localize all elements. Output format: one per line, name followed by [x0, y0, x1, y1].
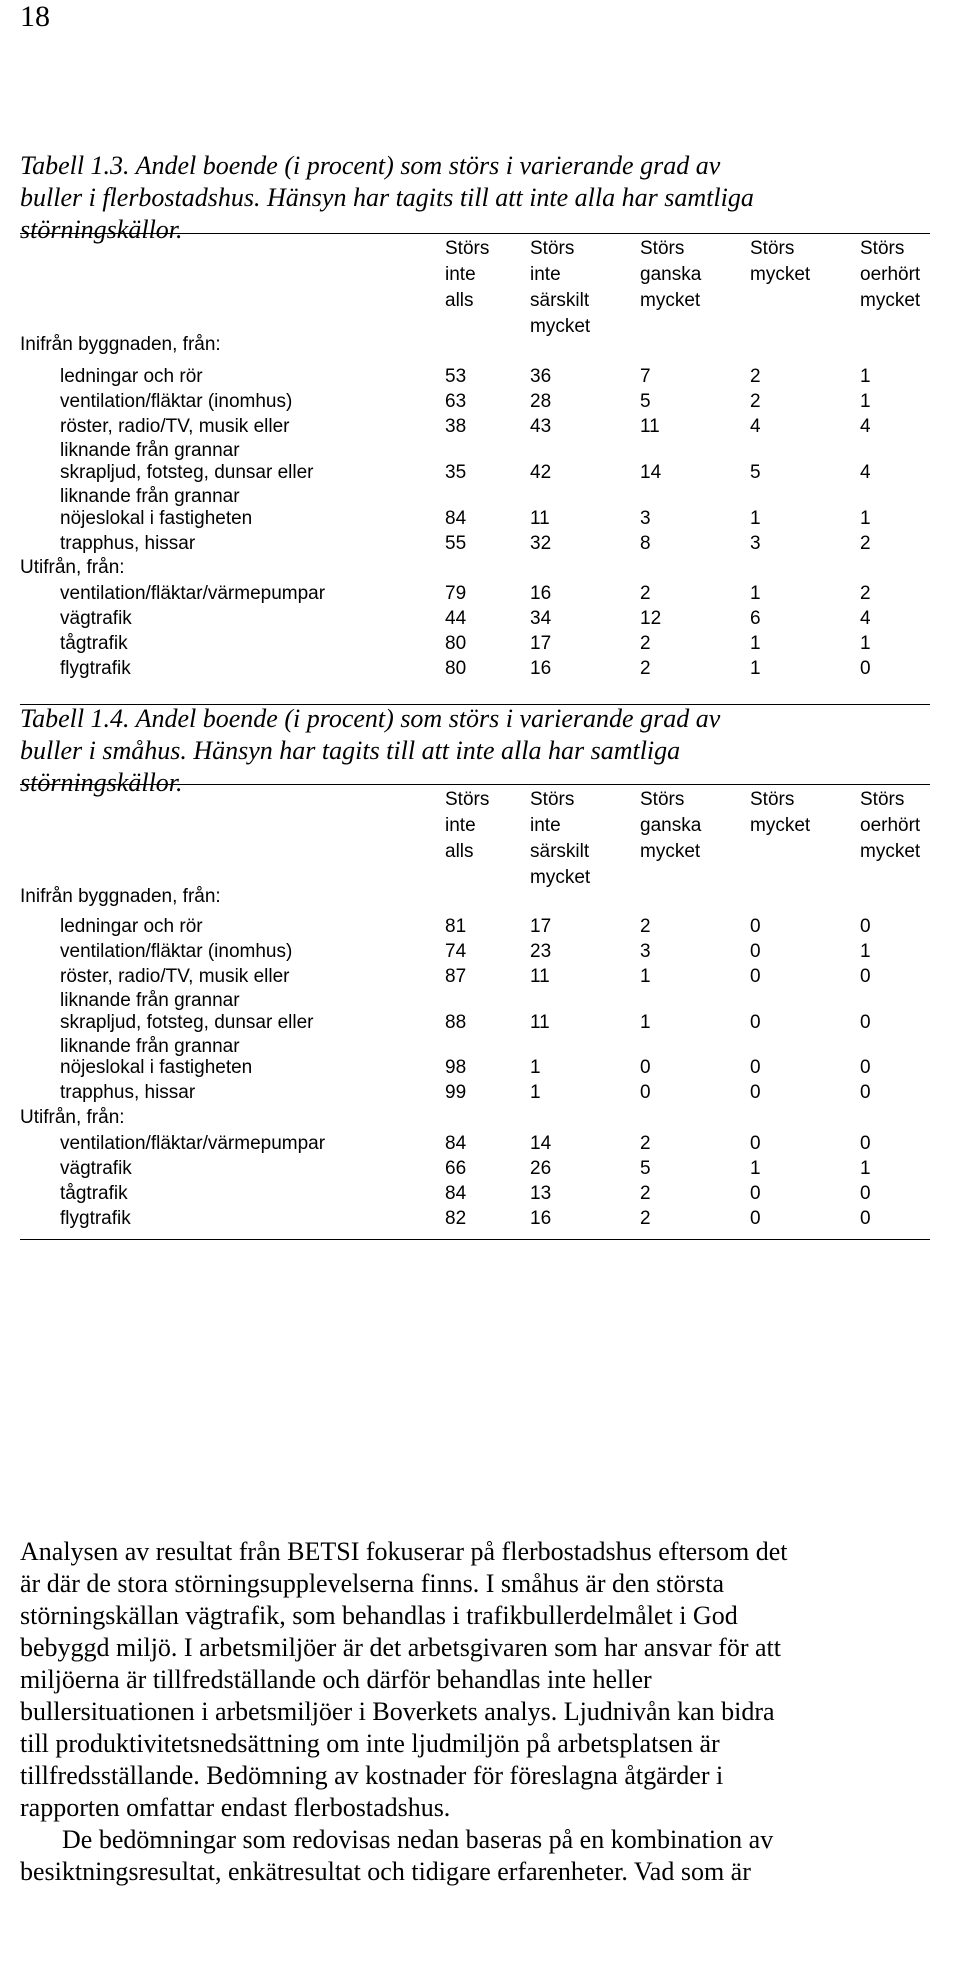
row-label: ledningar och rör: [60, 366, 203, 387]
column-header: Störs ganska mycket: [640, 238, 702, 311]
caption-line: buller i flerbostadshus. Hänsyn har tagits till att inte alla har samtliga: [20, 183, 754, 212]
value-cell: 2: [860, 533, 871, 554]
row-label: ventilation/fläktar/värmepumpar: [60, 583, 326, 604]
value-cell: 2: [640, 633, 651, 654]
row-label: röster, radio/TV, musik eller liknande från grannar: [60, 966, 290, 1011]
value-cell: 0: [860, 1208, 871, 1229]
value-cell: 1: [530, 1082, 541, 1103]
body-line: störningskällan vägtrafik, som behandlas i trafikbullerdelmålet i God: [20, 1601, 738, 1630]
value-cell: 0: [750, 941, 761, 962]
value-cell: 6: [750, 608, 761, 629]
value-cell: 0: [860, 1183, 871, 1204]
value-cell: 14: [640, 462, 662, 483]
value-cell: 4: [860, 608, 871, 629]
value-cell: 87: [445, 966, 467, 987]
value-cell: 14: [530, 1133, 552, 1154]
value-cell: 2: [640, 658, 651, 679]
row-label: trapphus, hissar: [60, 533, 196, 554]
column-header: Störs inte särskilt mycket: [530, 789, 591, 888]
column-header: Störs inte särskilt mycket: [530, 238, 591, 337]
row-label: trapphus, hissar: [60, 1082, 196, 1103]
body-line: bebyggd miljö. I arbetsmiljöer är det arbetsgivaren som har ansvar för att: [20, 1633, 781, 1662]
value-cell: 5: [640, 391, 651, 412]
value-cell: 8: [640, 533, 651, 554]
value-cell: 0: [750, 1133, 761, 1154]
value-cell: 0: [640, 1082, 651, 1103]
value-cell: 0: [750, 1183, 761, 1204]
value-cell: 0: [860, 1012, 871, 1033]
value-cell: 4: [860, 462, 871, 483]
column-header: Störs mycket: [750, 238, 811, 285]
value-cell: 1: [750, 658, 761, 679]
section-inside-label: Inifrån byggnaden, från:: [20, 334, 221, 355]
value-cell: 16: [530, 1208, 552, 1229]
table-header: [20, 234, 930, 350]
section-inside-label: Inifrån byggnaden, från:: [20, 886, 221, 907]
value-cell: 11: [530, 966, 550, 987]
value-cell: 80: [445, 658, 467, 679]
row-label: ventilation/fläktar (inomhus): [60, 941, 293, 962]
body-line: miljöerna är tillfredställande och därför behandlas inte heller: [20, 1665, 652, 1694]
body-line: De bedömningar som redovisas nedan baseras på en kombination av: [62, 1825, 774, 1854]
row-label: ledningar och rör: [60, 916, 203, 937]
value-cell: 0: [750, 1208, 761, 1229]
value-cell: 0: [860, 916, 871, 937]
value-cell: 0: [750, 966, 761, 987]
value-cell: 0: [860, 1082, 871, 1103]
value-cell: 11: [530, 508, 550, 529]
value-cell: 2: [750, 391, 761, 412]
caption-line: Tabell 1.4. Andel boende (i procent) som störs i varierande grad av: [20, 704, 721, 733]
row-label: skrapljud, fotsteg, dunsar eller liknande från grannar: [60, 462, 314, 507]
value-cell: 1: [860, 508, 871, 529]
row-label: skrapljud, fotsteg, dunsar eller liknande från grannar: [60, 1012, 314, 1057]
value-cell: 0: [640, 1057, 651, 1078]
value-cell: 3: [750, 533, 761, 554]
value-cell: 0: [750, 1057, 761, 1078]
value-cell: 66: [445, 1158, 467, 1179]
body-line: till produktivitetsnedsättning om inte ljudmiljön på arbetsplatsen är: [20, 1729, 720, 1758]
row-label: flygtrafik: [60, 1208, 131, 1229]
body-line: Analysen av resultat från BETSI fokuserar på flerbostadshus eftersom det: [20, 1537, 788, 1566]
value-cell: 2: [640, 1183, 651, 1204]
value-cell: 74: [445, 941, 467, 962]
row-label: nöjeslokal i fastigheten: [60, 1057, 253, 1078]
value-cell: 3: [640, 941, 651, 962]
value-cell: 99: [445, 1082, 467, 1103]
value-cell: 1: [860, 633, 871, 654]
page-number: 18: [20, 0, 50, 33]
value-cell: 1: [640, 966, 651, 987]
table-header: [20, 785, 930, 901]
value-cell: 1: [860, 391, 871, 412]
value-cell: 26: [530, 1158, 552, 1179]
value-cell: 53: [445, 366, 467, 387]
caption-line: störningskällor.: [20, 768, 183, 797]
value-cell: 2: [640, 1133, 651, 1154]
value-cell: 17: [530, 916, 552, 937]
value-cell: 0: [750, 916, 761, 937]
value-cell: 79: [445, 583, 467, 604]
value-cell: 4: [750, 416, 761, 437]
table-1-3-caption: [20, 150, 920, 246]
column-header: Störs oerhört mycket: [860, 238, 921, 311]
value-cell: 55: [445, 533, 467, 554]
value-cell: 43: [530, 416, 552, 437]
row-label: ventilation/fläktar (inomhus): [60, 391, 293, 412]
value-cell: 35: [445, 462, 467, 483]
value-cell: 1: [750, 633, 761, 654]
value-cell: 82: [445, 1208, 467, 1229]
column-header: Störs ganska mycket: [640, 789, 702, 862]
body-line: rapporten omfattar endast flerbostadshus.: [20, 1793, 451, 1822]
value-cell: 4: [860, 416, 871, 437]
value-cell: 0: [750, 1082, 761, 1103]
row-label: vägtrafik: [60, 1158, 132, 1179]
value-cell: 63: [445, 391, 467, 412]
value-cell: 81: [445, 916, 467, 937]
column-header: Störs inte alls: [445, 238, 490, 311]
body-line: bullersituationen i arbetsmiljöer i Boverkets analys. Ljudnivån kan bidra: [20, 1697, 775, 1726]
value-cell: 1: [750, 1158, 761, 1179]
caption-line: buller i småhus. Hänsyn har tagits till att inte alla har samtliga: [20, 736, 681, 765]
row-label: tågtrafik: [60, 633, 128, 654]
value-cell: 44: [445, 608, 467, 629]
value-cell: 12: [640, 608, 662, 629]
value-cell: 11: [640, 416, 660, 437]
section-outside-label: Utifrån, från:: [20, 557, 125, 578]
value-cell: 1: [530, 1057, 541, 1078]
value-cell: 1: [860, 1158, 871, 1179]
value-cell: 13: [530, 1183, 552, 1204]
value-cell: 7: [640, 366, 651, 387]
value-cell: 17: [530, 633, 552, 654]
value-cell: 84: [445, 1133, 467, 1154]
value-cell: 2: [640, 583, 651, 604]
value-cell: 80: [445, 633, 467, 654]
value-cell: 1: [750, 583, 761, 604]
caption-line: störningskällor.: [20, 215, 183, 244]
row-label: tågtrafik: [60, 1183, 128, 1204]
value-cell: 16: [530, 658, 552, 679]
body-line: besiktningsresultat, enkätresultat och tidigare erfarenheter. Vad som är: [20, 1857, 751, 1886]
value-cell: 1: [750, 508, 761, 529]
value-cell: 28: [530, 391, 552, 412]
value-cell: 84: [445, 1183, 467, 1204]
row-label: ventilation/fläktar/värmepumpar: [60, 1133, 326, 1154]
value-cell: 42: [530, 462, 552, 483]
table-1-3: [20, 233, 930, 705]
value-cell: 0: [860, 658, 871, 679]
value-cell: 36: [530, 366, 552, 387]
value-cell: 23: [530, 941, 552, 962]
value-cell: 0: [860, 1133, 871, 1154]
body-line: är där de stora störningsupplevelserna finns. I småhus är den största: [20, 1569, 724, 1598]
section-outside-label: Utifrån, från:: [20, 1107, 125, 1128]
row-label: nöjeslokal i fastigheten: [60, 508, 253, 529]
value-cell: 3: [640, 508, 651, 529]
body-text: [20, 1536, 930, 1888]
column-header: Störs mycket: [750, 789, 811, 836]
row-label: flygtrafik: [60, 658, 131, 679]
value-cell: 1: [860, 366, 871, 387]
value-cell: 84: [445, 508, 467, 529]
value-cell: 0: [860, 1057, 871, 1078]
value-cell: 5: [750, 462, 761, 483]
value-cell: 38: [445, 416, 467, 437]
value-cell: 0: [750, 1012, 761, 1033]
value-cell: 32: [530, 533, 552, 554]
value-cell: 98: [445, 1057, 467, 1078]
value-cell: 16: [530, 583, 552, 604]
table-1-4: [20, 784, 930, 1240]
value-cell: 2: [640, 916, 651, 937]
value-cell: 0: [860, 966, 871, 987]
value-cell: 88: [445, 1012, 467, 1033]
value-cell: 5: [640, 1158, 651, 1179]
value-cell: 2: [640, 1208, 651, 1229]
row-label: röster, radio/TV, musik eller liknande från grannar: [60, 416, 290, 461]
caption-line: Tabell 1.3. Andel boende (i procent) som störs i varierande grad av: [20, 151, 721, 180]
body-line: tillfredsställande. Bedömning av kostnader för föreslagna åtgärder i: [20, 1761, 724, 1790]
value-cell: 34: [530, 608, 552, 629]
value-cell: 2: [750, 366, 761, 387]
value-cell: 1: [640, 1012, 651, 1033]
row-label: vägtrafik: [60, 608, 132, 629]
value-cell: 1: [860, 941, 871, 962]
column-header: Störs inte alls: [445, 789, 490, 862]
value-cell: 2: [860, 583, 871, 604]
column-header: Störs oerhört mycket: [860, 789, 921, 862]
value-cell: 11: [530, 1012, 550, 1033]
